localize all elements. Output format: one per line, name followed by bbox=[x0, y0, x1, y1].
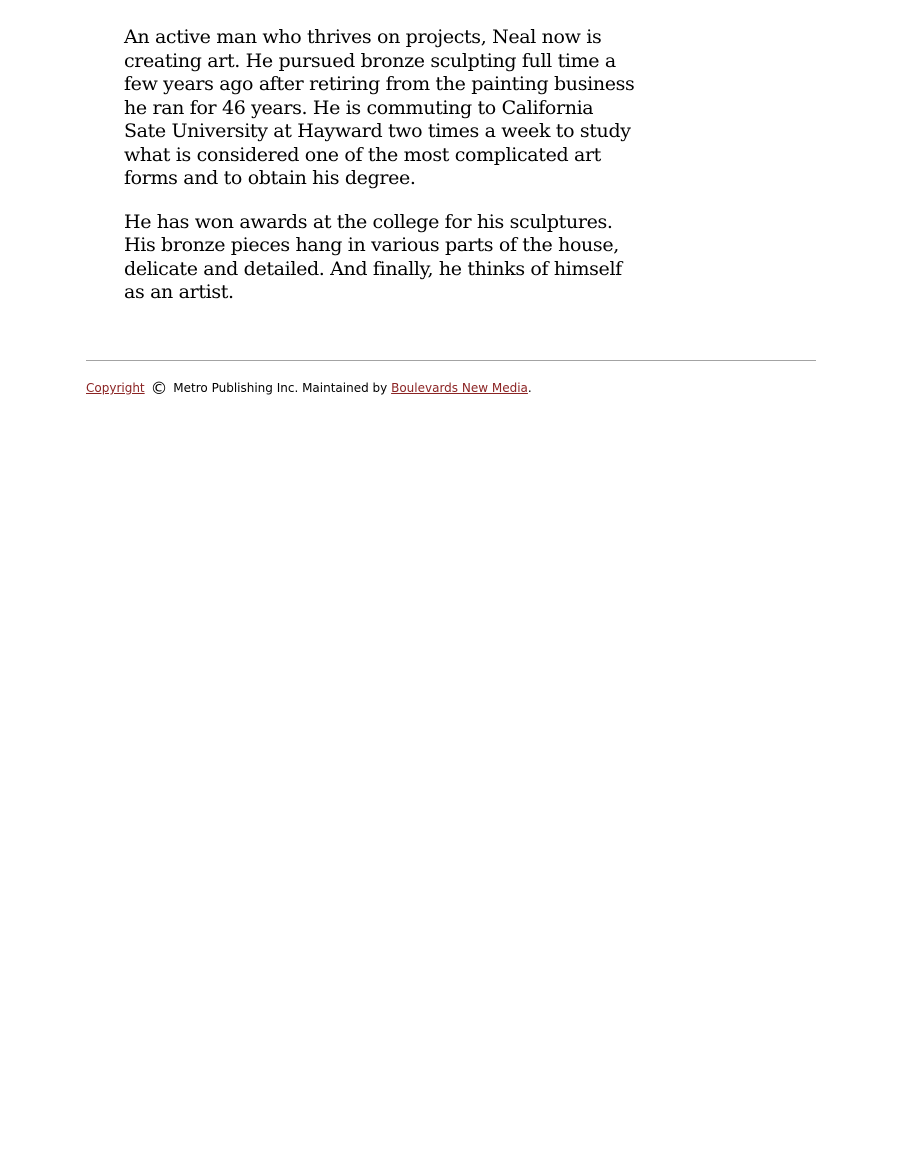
page-footer bbox=[86, 380, 532, 397]
article-paragraph: An active man who thrives on projects, Neal now is creating art. He pursued bronze sculpting full time a few years ago after retiring from the painting business he ran for 46 years. He is commuting to California Sate University at Hayward two times a week to study what is considered one of the most complicated art forms and to obtain his degree. bbox=[124, 26, 635, 189]
footer-divider bbox=[86, 360, 816, 361]
publisher-text: Metro Publishing Inc. Maintained by bbox=[173, 381, 388, 395]
copyright-link[interactable]: Copyright bbox=[86, 381, 145, 395]
article-paragraph: He has won awards at the college for his sculptures. His bronze pieces hang in various parts of the house, delicate and detailed. And finally, he thinks of himself as an artist. bbox=[124, 210, 622, 303]
copyright-icon: © bbox=[150, 379, 168, 399]
maintainer-link[interactable]: Boulevards New Media bbox=[391, 381, 528, 395]
article-body bbox=[124, 26, 636, 325]
footer-period: . bbox=[527, 381, 532, 395]
